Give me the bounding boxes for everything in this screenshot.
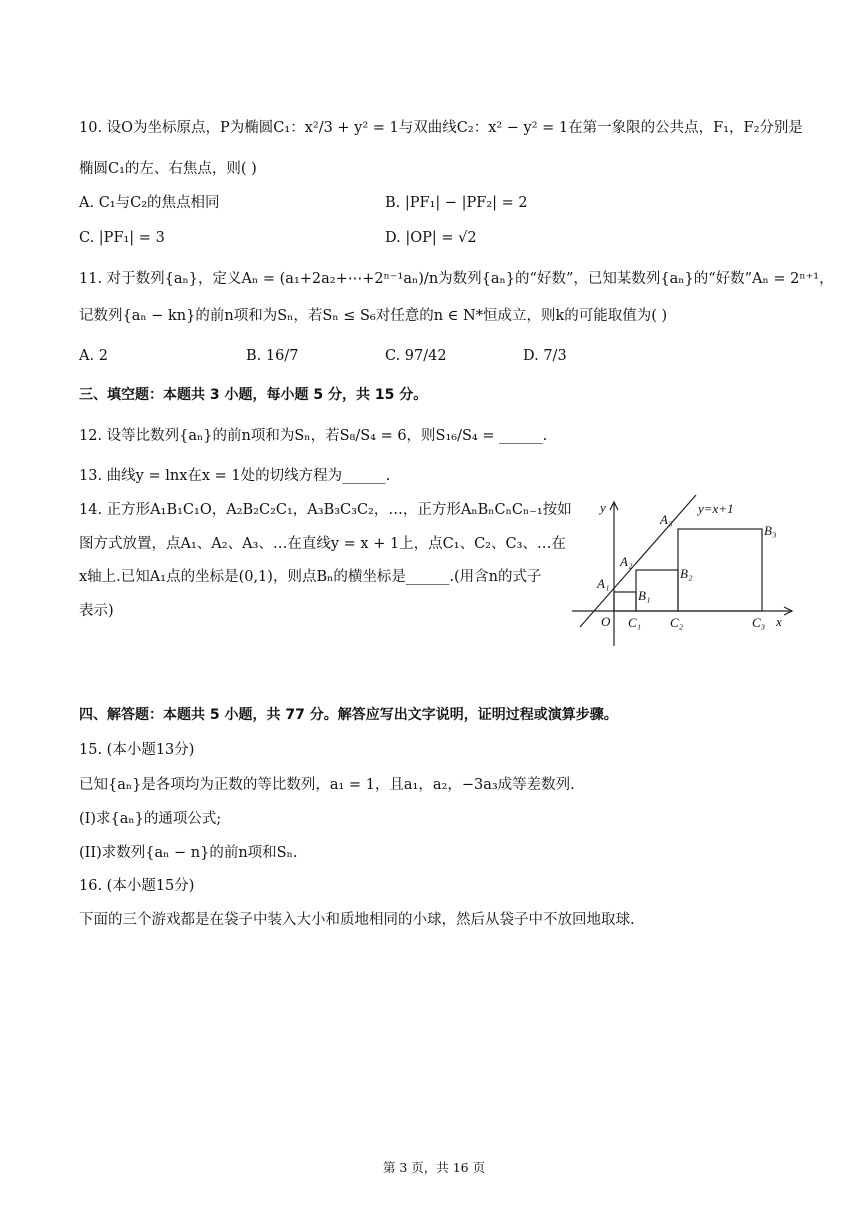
q12-stem: 12. 设等比数列{aₙ}的前n项和为Sₙ，若S₈/S₄ = 6，则S₁₆/S₄ = ______.: [79, 428, 548, 444]
q15-part-1: (I)求{aₙ}的通项公式;: [79, 811, 222, 827]
q16-heading: 16. (本小题15分): [79, 878, 195, 894]
q16-body: 下面的三个游戏都是在袋子中装入大小和质地相同的小球，然后从袋子中不放回地取球.: [79, 912, 635, 928]
q15-body: 已知{aₙ}是各项均为正数的等比数列，a₁ = 1，且a₁，a₂，−3a₃成等差数列.: [79, 777, 575, 793]
q15-part-2: (II)求数列{aₙ − n}的前n项和Sₙ.: [79, 845, 298, 861]
q11-stem-line1: 11. 对于数列{aₙ}，定义Aₙ = (a₁+2a₂+⋯+2ⁿ⁻¹aₙ)/n为数列{aₙ}的“好数”，已知某数列{aₙ}的“好数”Aₙ = 2ⁿ⁺¹，: [79, 271, 834, 287]
q14-stem-line3: x轴上.已知A₁点的坐标是(0,1)，则点Bₙ的横坐标是______.(用含n的式子: [79, 569, 542, 585]
section-4-heading: 四、解答题：本题共 5 小题，共 77 分。解答应写出文字说明，证明过程或演算步骤。: [79, 707, 618, 723]
y-axis-label: y: [600, 500, 606, 515]
label-c3: C₃: [752, 615, 766, 630]
q10-option-b: B. |PF₁| − |PF₂| = 2: [385, 195, 528, 211]
q11-option-d: D. 7/3: [523, 348, 567, 364]
q14-stem-line1: 14. 正方形A₁B₁C₁O，A₂B₂C₂C₁，A₃B₃C₃C₂，…，正方形AₙBₙCₙCₙ₋₁按如: [79, 502, 572, 518]
origin-label: O: [601, 614, 611, 629]
label-b2: B₂: [680, 566, 693, 581]
x-axis-label: x: [776, 614, 782, 629]
q10-stem-line2: 椭圆C₁的左、右焦点，则( ): [79, 161, 257, 177]
label-a1: A₁: [597, 576, 610, 591]
q13-stem: 13. 曲线y = lnx在x = 1处的切线方程为______.: [79, 468, 391, 484]
q11-option-b: B. 16/7: [246, 348, 299, 364]
page-footer: 第 3 页，共 16 页: [382, 1160, 486, 1175]
label-a2: A₂: [620, 554, 633, 569]
label-b3: B₃: [764, 523, 777, 538]
line-label: y=x+1: [698, 501, 734, 516]
q14-figure: [570, 490, 800, 650]
label-c1: C₁: [628, 615, 642, 630]
label-c2: C₂: [670, 615, 684, 630]
q14-stem-line4: 表示): [79, 603, 114, 619]
q10-stem-line1: 10. 设O为坐标原点，P为椭圆C₁：x²/3 + y² = 1与双曲线C₂：x² − y² = 1在第一象限的公共点，F₁，F₂分别是: [79, 120, 803, 136]
section-3-heading: 三、填空题：本题共 3 小题，每小题 5 分，共 15 分。: [79, 387, 428, 403]
q10-option-d: D. |OP| = √2: [385, 230, 477, 246]
q10-option-c: C. |PF₁| = 3: [79, 230, 165, 246]
label-b1: B₁: [638, 588, 651, 603]
square-1: [614, 592, 636, 611]
q11-option-c: C. 97/42: [385, 348, 447, 364]
label-a3: A₃: [660, 512, 673, 527]
q11-option-a: A. 2: [79, 348, 108, 364]
q14-stem-line2: 图方式放置，点A₁、A₂、A₃、…在直线y = x + 1上，点C₁、C₂、C₃、…在: [79, 536, 566, 552]
q10-option-a: A. C₁与C₂的焦点相同: [79, 195, 220, 211]
q15-heading: 15. (本小题13分): [79, 742, 195, 758]
q11-stem-line2: 记数列{aₙ − kn}的前n项和为Sₙ，若Sₙ ≤ S₆对任意的n ∈ N*恒成立，则k的可能取值为( ): [79, 308, 668, 324]
